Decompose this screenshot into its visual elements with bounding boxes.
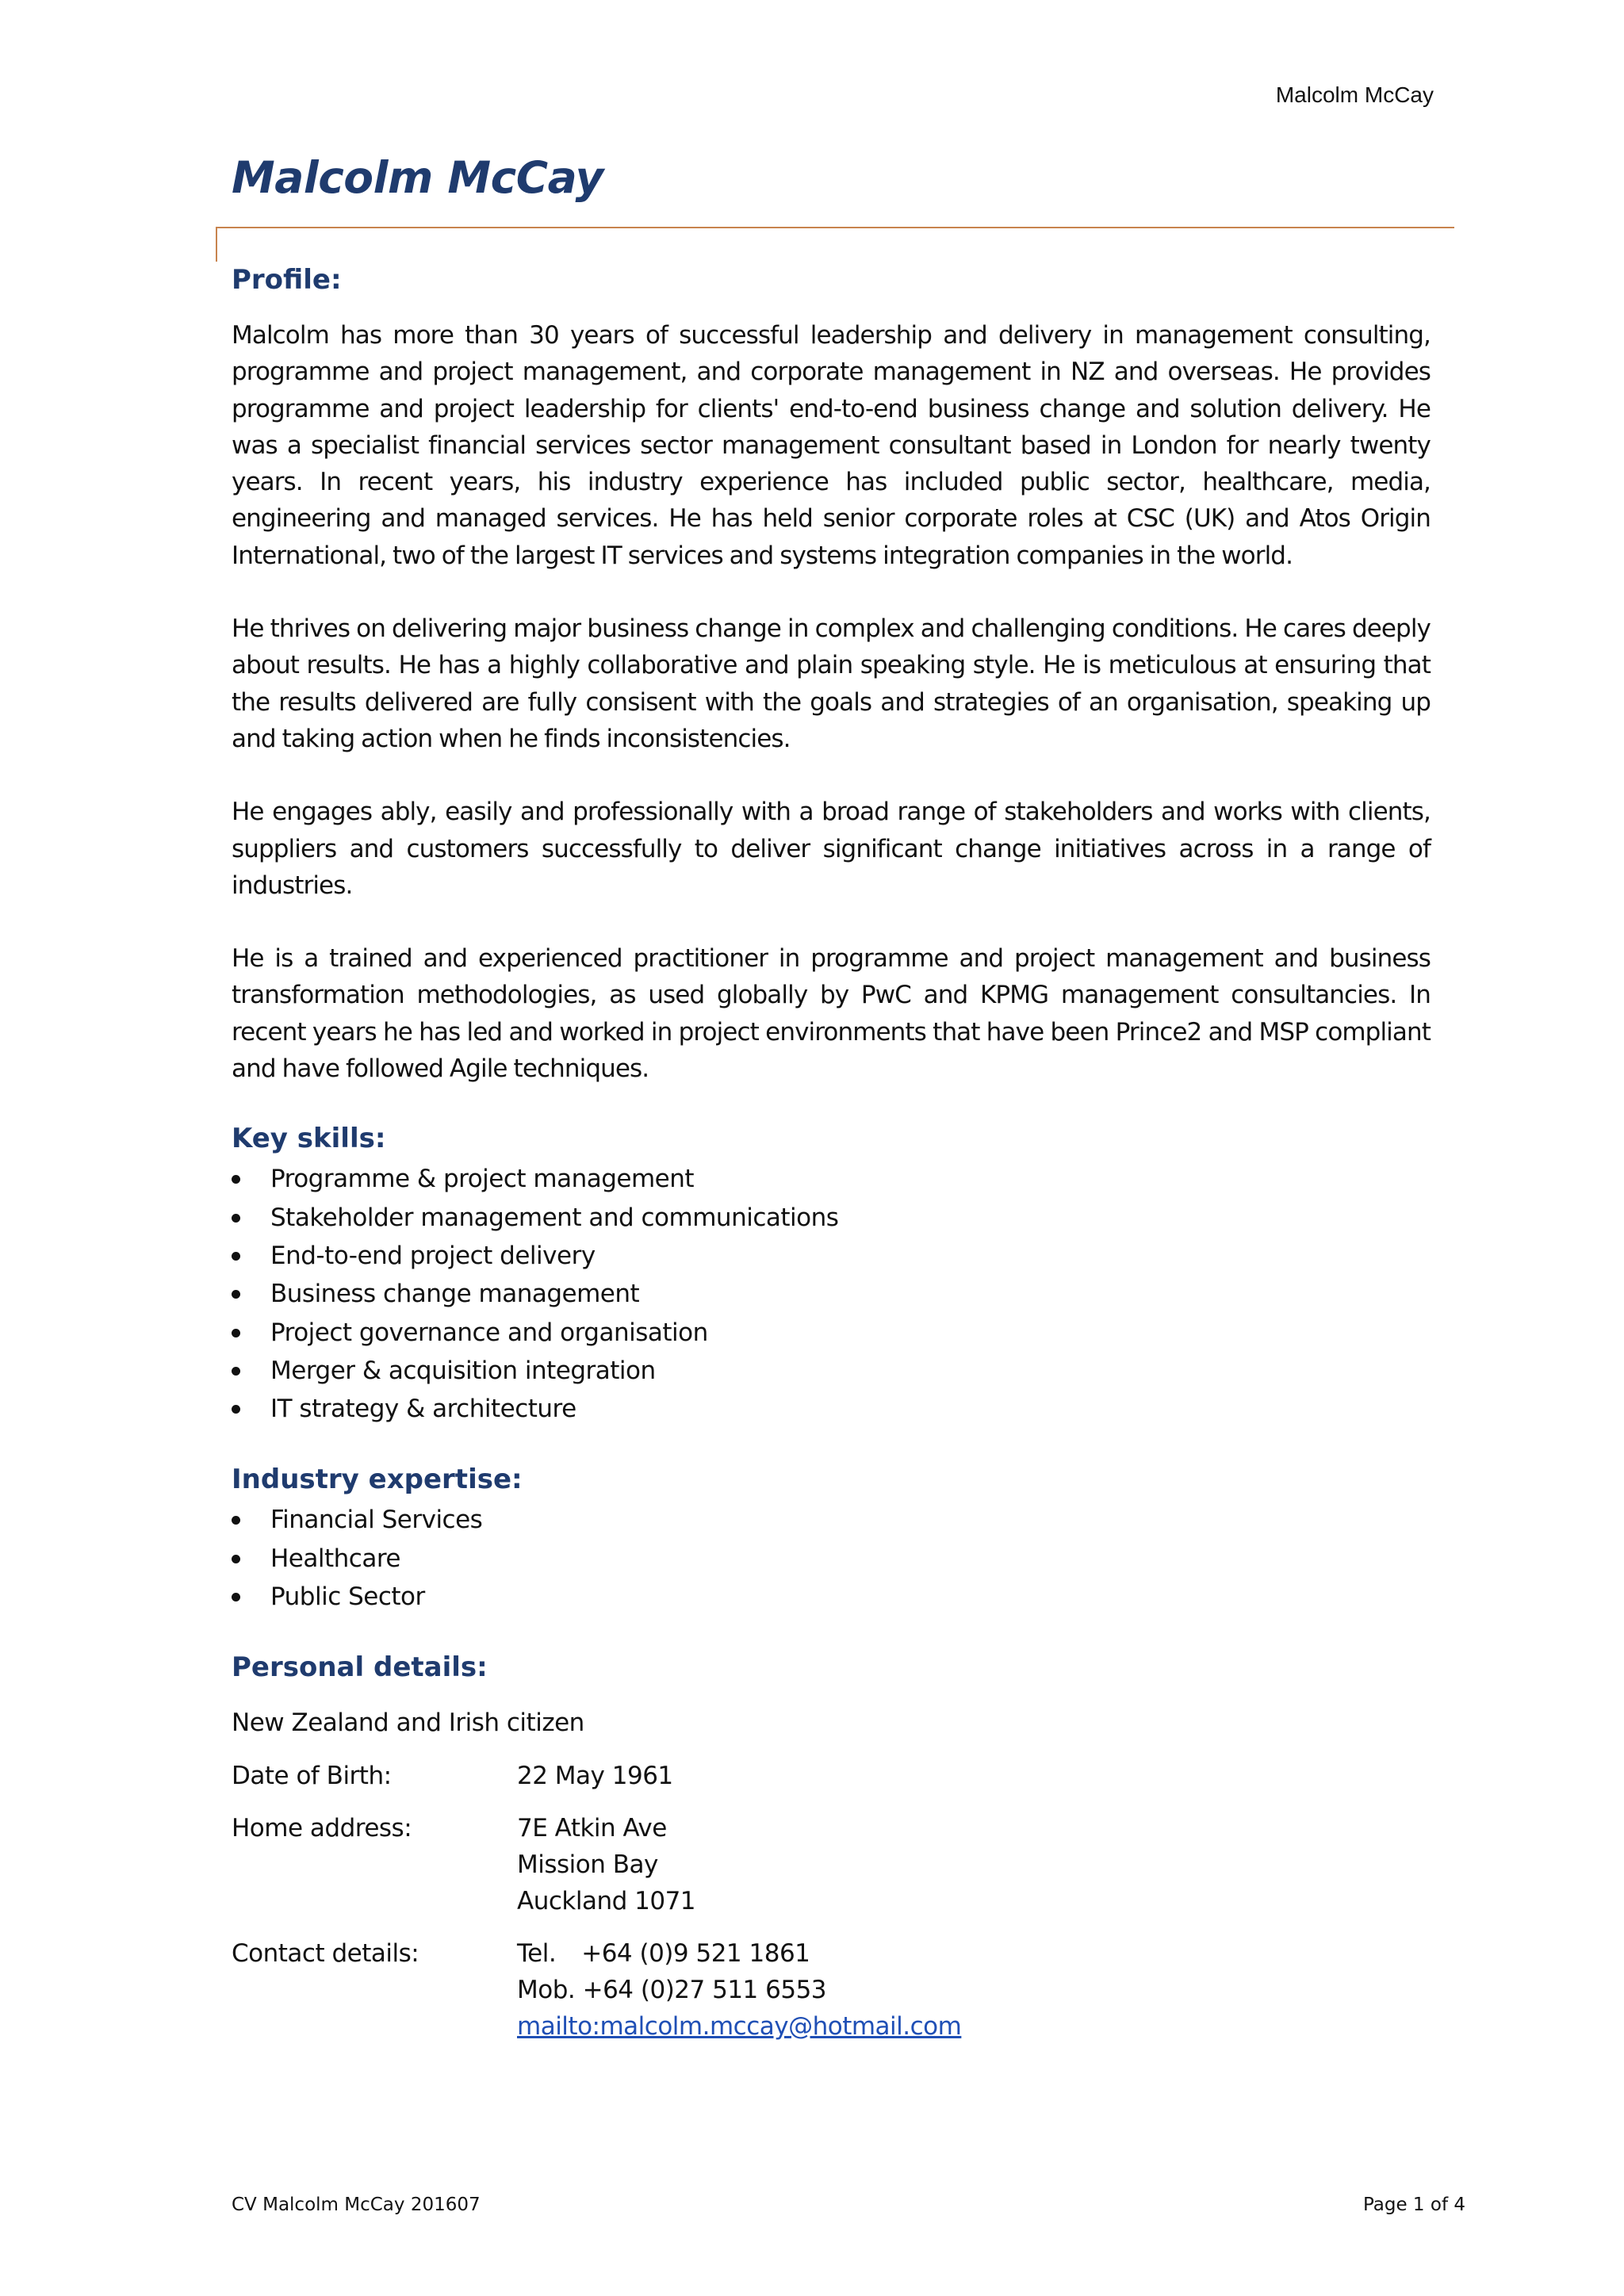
list-item: Public Sector <box>232 1578 1431 1616</box>
bullet-icon <box>232 1555 240 1563</box>
document-title: Malcolm McCay <box>232 152 603 203</box>
bullet-icon <box>232 1516 240 1525</box>
personal-details-heading: Personal details: <box>232 1651 488 1684</box>
footer-document-id: CV Malcolm McCay 201607 <box>232 2195 481 2215</box>
key-skills-list <box>232 1160 1431 1428</box>
bullet-icon <box>232 1593 240 1601</box>
industry-expertise-section <box>232 1458 1431 1616</box>
bullet-icon <box>232 1329 240 1337</box>
dob-label: Date of Birth: <box>232 1761 392 1790</box>
bullet-icon <box>232 1175 240 1184</box>
list-item: End-to-end project delivery <box>232 1237 1431 1275</box>
bullet-icon <box>232 1214 240 1223</box>
contact-label: Contact details: <box>232 1938 419 1968</box>
personal-details-section <box>232 1646 1431 2045</box>
running-header: Malcolm McCay <box>1275 82 1434 107</box>
list-item: Merger & acquisition integration <box>232 1352 1431 1390</box>
address-value <box>517 1810 1431 1919</box>
industry-expertise-list <box>232 1501 1431 1616</box>
address-row <box>232 1810 1431 1919</box>
bullet-icon <box>232 1367 240 1376</box>
bullet-icon <box>232 1252 240 1261</box>
list-item: Business change management <box>232 1275 1431 1313</box>
list-item: Programme & project management <box>232 1160 1431 1198</box>
citizenship-row <box>232 1705 1431 1741</box>
key-skills-heading: Key skills: <box>232 1123 386 1155</box>
contact-row <box>232 1935 1431 2045</box>
list-item: Stakeholder management and communications <box>232 1199 1431 1237</box>
email-link[interactable]: mailto:malcolm.mccay@hotmail.com <box>517 2011 962 2041</box>
title-divider <box>216 227 1454 228</box>
contact-value <box>517 1935 1431 2045</box>
telephone-line <box>517 1935 1431 1972</box>
profile-paragraph-3: He engages ably, easily and professionally with a broad range of stakeholders and works with clients, suppliers and customers successfully to deliver significant change initiatives across in a range of industries. <box>232 798 1431 900</box>
mob-value: +64 (0)27 511 6553 <box>582 1975 827 2004</box>
dob-row <box>232 1758 1431 1794</box>
email-line <box>517 2008 1431 2045</box>
address-line-2: Mission Bay <box>517 1850 658 1879</box>
profile-heading: Profile: <box>232 264 342 296</box>
address-line-3: Auckland 1071 <box>517 1886 696 1915</box>
profile-paragraph-4: He is a trained and experienced practitioner in programme and project management and business transformation methodologies, as used globally by PwC and KPMG management consultancies. In recent years he has led and worked in project environments that have been Prince2 and MSP compliant and have followed Agile techniques. <box>232 944 1431 1084</box>
footer-page-number: Page 1 of 4 <box>1362 2195 1465 2215</box>
address-label: Home address: <box>232 1813 412 1843</box>
citizenship-text: New Zealand and Irish citizen <box>232 1709 584 1738</box>
industry-expertise-heading: Industry expertise: <box>232 1464 523 1496</box>
cv-content <box>232 258 1431 2045</box>
profile-paragraph-2: He thrives on delivering major business change in complex and challenging conditions. He cares deeply about results. He has a highly collaborative and plain speaking style. He is meticulous at ensuring that the results delivered are fully consisent with the goals and strategies of an organisation, speaking up and taking action when he finds inconsistencies. <box>232 614 1431 753</box>
list-item: Healthcare <box>232 1540 1431 1578</box>
mob-label: Mob. <box>517 1975 576 2004</box>
list-item: Financial Services <box>232 1501 1431 1539</box>
mobile-line <box>517 1972 1431 2008</box>
bullet-icon <box>232 1290 240 1299</box>
dob-value: 22 May 1961 <box>517 1761 673 1790</box>
tel-value: +64 (0)9 521 1861 <box>581 1938 810 1968</box>
bullet-icon <box>232 1405 240 1414</box>
title-divider-tick <box>216 227 217 262</box>
profile-paragraph-1: Malcolm has more than 30 years of successful leadership and delivery in management consulting, programme and project management, and corporate management in NZ and overseas. He provides programme and project leadership for clients' end-to-end business change and solution delivery. He was a specialist financial services sector management consultant based in London for nearly twenty years. In recent years, his industry experience has included public sector, healthcare, media, engineering and managed services. He has held senior corporate roles at CSC (UK) and Atos Origin International, two of the largest IT services and systems integration companies in the world. <box>232 321 1431 570</box>
key-skills-section <box>232 1117 1431 1428</box>
tel-label: Tel. <box>517 1938 557 1968</box>
list-item: IT strategy & architecture <box>232 1390 1431 1428</box>
list-item: Project governance and organisation <box>232 1314 1431 1352</box>
address-line-1: 7E Atkin Ave <box>517 1813 667 1843</box>
profile-section <box>232 258 1431 1087</box>
